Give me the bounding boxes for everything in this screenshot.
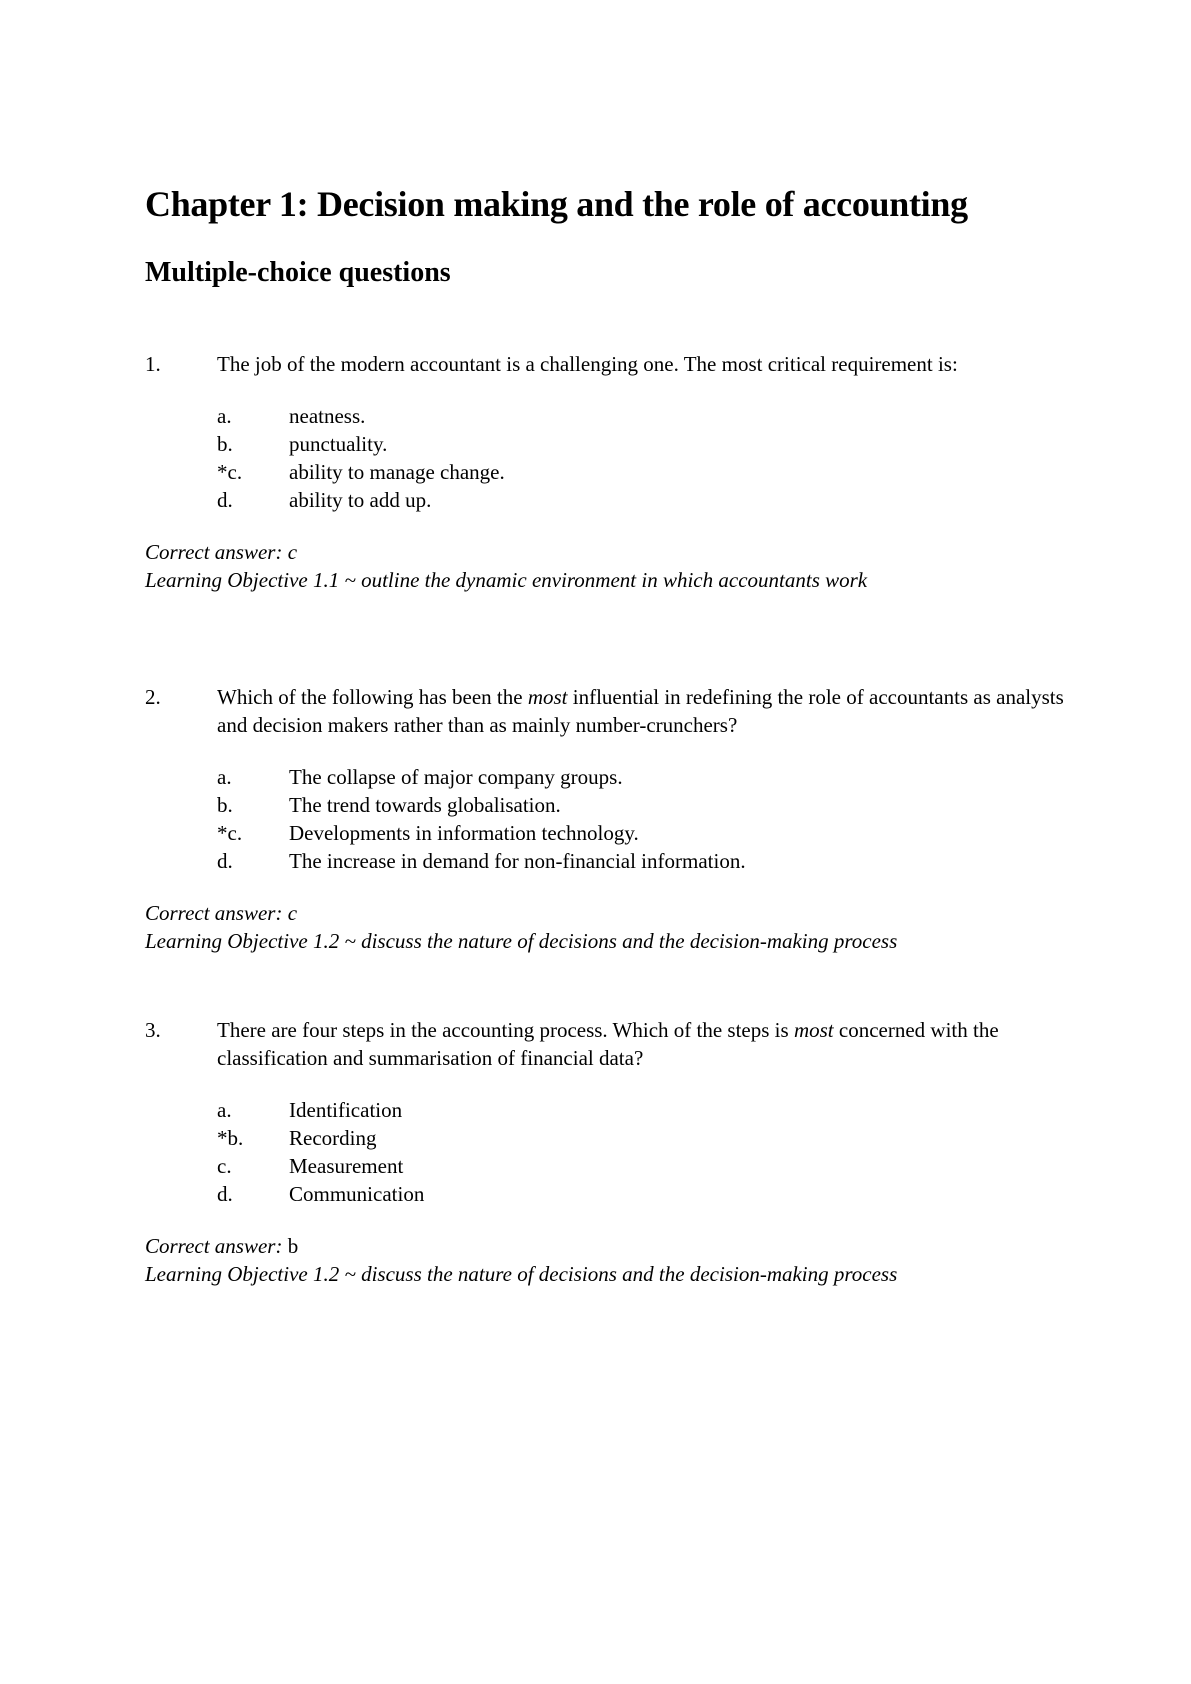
learning-objective: Learning Objective 1.2 ~ discuss the nature of decisions and the decision-making process	[145, 1262, 898, 1286]
question-3	[145, 1016, 1065, 1288]
option-letter: c.	[217, 1154, 232, 1178]
correct-answer-label: Correct answer:	[145, 1234, 288, 1258]
option-letter: a.	[217, 1098, 232, 1122]
option-item	[217, 819, 1065, 847]
correct-answer	[145, 899, 1065, 927]
option-list	[217, 402, 1065, 514]
correct-answer-value: c	[287, 901, 298, 925]
question-emphasis: most	[793, 1018, 834, 1042]
option-item	[217, 791, 1065, 819]
option-list	[217, 763, 1065, 875]
correct-answer-value: b	[287, 1234, 299, 1258]
option-letter: b.	[217, 432, 233, 456]
correct-answer	[145, 538, 1065, 566]
question-2	[145, 683, 1065, 955]
option-item	[217, 1096, 1065, 1124]
option-text: Developments in information technology.	[289, 821, 639, 845]
option-letter: a.	[217, 404, 232, 428]
option-letter: *c.	[217, 821, 243, 845]
learning-objective: Learning Objective 1.2 ~ discuss the nature of decisions and the decision-making process	[145, 929, 898, 953]
question-emphasis: most	[527, 685, 568, 709]
option-letter: b.	[217, 793, 233, 817]
option-letter: d.	[217, 488, 233, 512]
correct-answer-value: c	[287, 540, 298, 564]
question-number: 2.	[145, 685, 161, 709]
option-letter: a.	[217, 765, 232, 789]
correct-answer	[145, 1232, 1065, 1260]
option-list	[217, 1096, 1065, 1208]
correct-answer-label: Correct answer:	[145, 540, 288, 564]
option-text: Recording	[289, 1126, 377, 1150]
option-item	[217, 847, 1065, 875]
chapter-title: Chapter 1: Decision making and the role of accounting	[145, 184, 968, 224]
option-text: Communication	[289, 1182, 425, 1206]
option-text: The collapse of major company groups.	[289, 765, 623, 789]
option-item	[217, 1180, 1065, 1208]
option-text: The trend towards globalisation.	[289, 793, 561, 817]
question-number: 1.	[145, 352, 161, 376]
option-item	[217, 1124, 1065, 1152]
question-text-part: influential in redefining the role of accountants as analysts and decision makers rather than as mainly number-crunchers?	[217, 685, 1064, 737]
option-text: ability to manage change.	[289, 460, 505, 484]
question-text-part: Which of the following has been the	[217, 685, 528, 709]
section-subtitle: Multiple-choice questions	[145, 257, 451, 288]
option-item	[217, 763, 1065, 791]
question-text-part: There are four steps in the accounting process. Which of the steps is	[217, 1018, 794, 1042]
option-text: The increase in demand for non-financial information.	[289, 849, 746, 873]
option-item	[217, 486, 1065, 514]
question-number: 3.	[145, 1018, 161, 1042]
option-text: Identification	[289, 1098, 403, 1122]
option-item	[217, 430, 1065, 458]
question-1	[145, 350, 1065, 594]
correct-answer-label: Correct answer:	[145, 901, 288, 925]
option-letter: *c.	[217, 460, 243, 484]
option-text: neatness.	[289, 404, 366, 428]
option-item	[217, 1152, 1065, 1180]
option-text: Measurement	[289, 1154, 404, 1178]
question-text	[217, 350, 1065, 378]
question-text-part: The job of the modern accountant is a challenging one. The most critical requirement is:	[217, 352, 958, 376]
option-letter: *b.	[217, 1126, 244, 1150]
learning-objective: Learning Objective 1.1 ~ outline the dynamic environment in which accountants work	[145, 568, 868, 592]
option-text: punctuality.	[289, 432, 388, 456]
option-item	[217, 458, 1065, 486]
option-letter: d.	[217, 1182, 233, 1206]
option-text: ability to add up.	[289, 488, 432, 512]
option-letter: d.	[217, 849, 233, 873]
option-item	[217, 402, 1065, 430]
question-text-part: concerned with the classification and summarisation of financial data?	[217, 1018, 999, 1070]
question-text	[217, 1016, 1065, 1072]
question-text	[217, 683, 1065, 739]
